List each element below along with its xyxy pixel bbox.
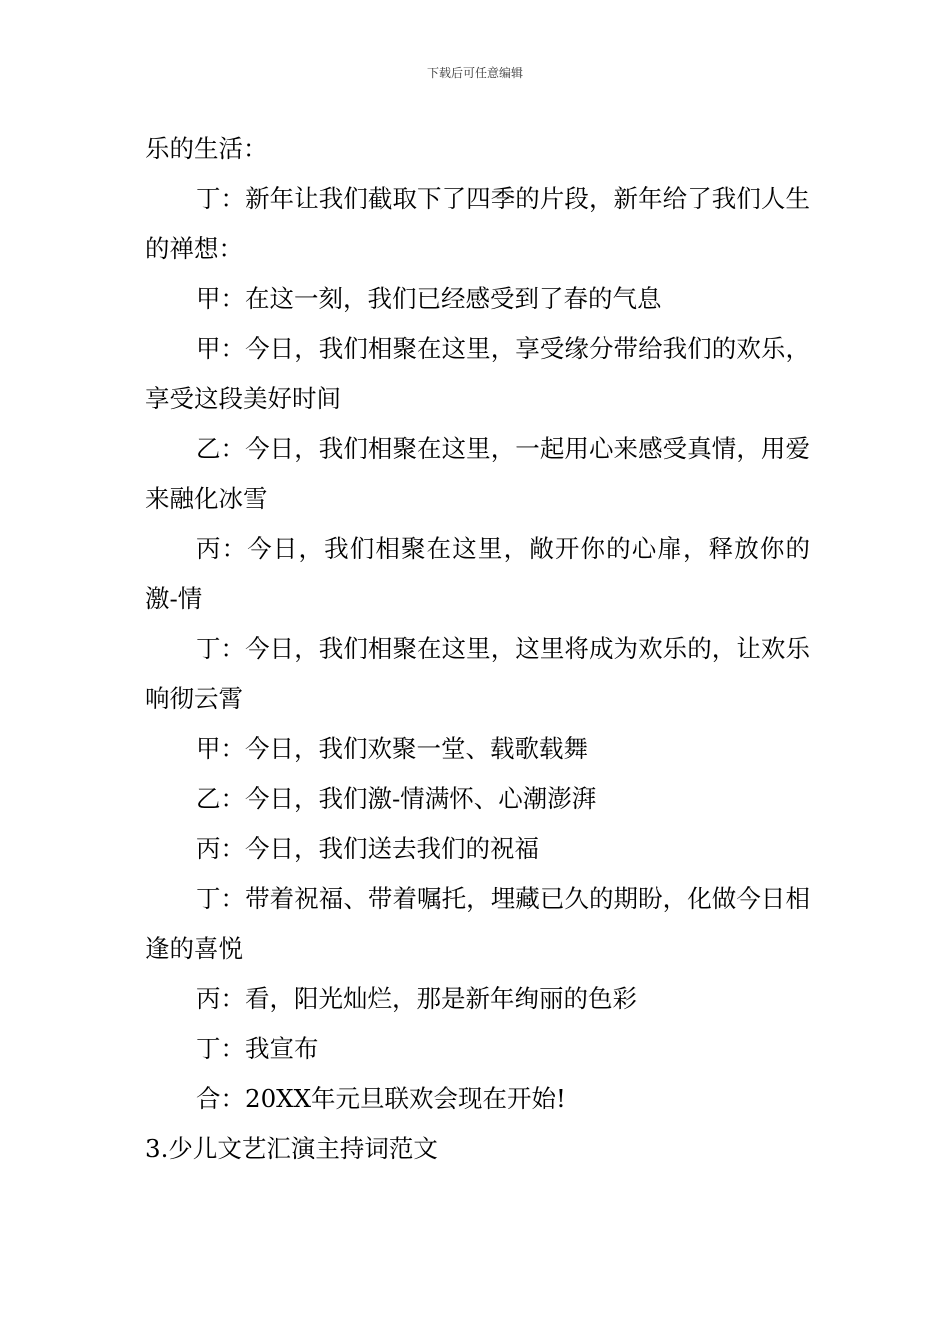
paragraph-continuation: 乐的生活： <box>145 134 268 163</box>
dialogue-line: 丁：今日，我们相聚在这里，这里将成为欢乐的，让欢乐响彻云霄 <box>145 634 810 713</box>
dialogue-line: 合：20XX年元旦联欢会现在开始! <box>196 1084 566 1113</box>
dialogue-line: 丙：看，阳光灿烂，那是新年绚丽的色彩 <box>196 984 637 1013</box>
dialogue-line: 丁：带着祝福、带着嘱托，埋藏已久的期盼，化做今日相逢的喜悦 <box>145 884 810 963</box>
section-heading: 3.少儿文艺汇演主持词范文 <box>145 1134 438 1163</box>
dialogue-line: 丙：今日，我们相聚在这里，敞开你的心扉，释放你的激-情 <box>145 534 810 613</box>
dialogue-line: 甲：今日，我们相聚在这里，享受缘分带给我们的欢乐，享受这段美好时间 <box>145 334 810 413</box>
dialogue-line: 丙：今日，我们送去我们的祝福 <box>196 834 539 863</box>
dialogue-line: 丁：新年让我们截取下了四季的片段，新年给了我们人生的禅想： <box>145 184 810 263</box>
dialogue-line: 乙：今日，我们相聚在这里，一起用心来感受真情，用爱来融化冰雪 <box>145 434 810 513</box>
dialogue-line: 甲：今日，我们欢聚一堂、载歌载舞 <box>196 734 588 763</box>
dialogue-line: 甲：在这一刻，我们已经感受到了春的气息 <box>196 284 662 313</box>
dialogue-line: 乙：今日，我们激-情满怀、心潮澎湃 <box>196 784 597 813</box>
document-body <box>145 124 810 1174</box>
dialogue-line: 丁：我宣布 <box>196 1034 319 1063</box>
page-header: 下载后可任意编辑 <box>426 66 523 80</box>
